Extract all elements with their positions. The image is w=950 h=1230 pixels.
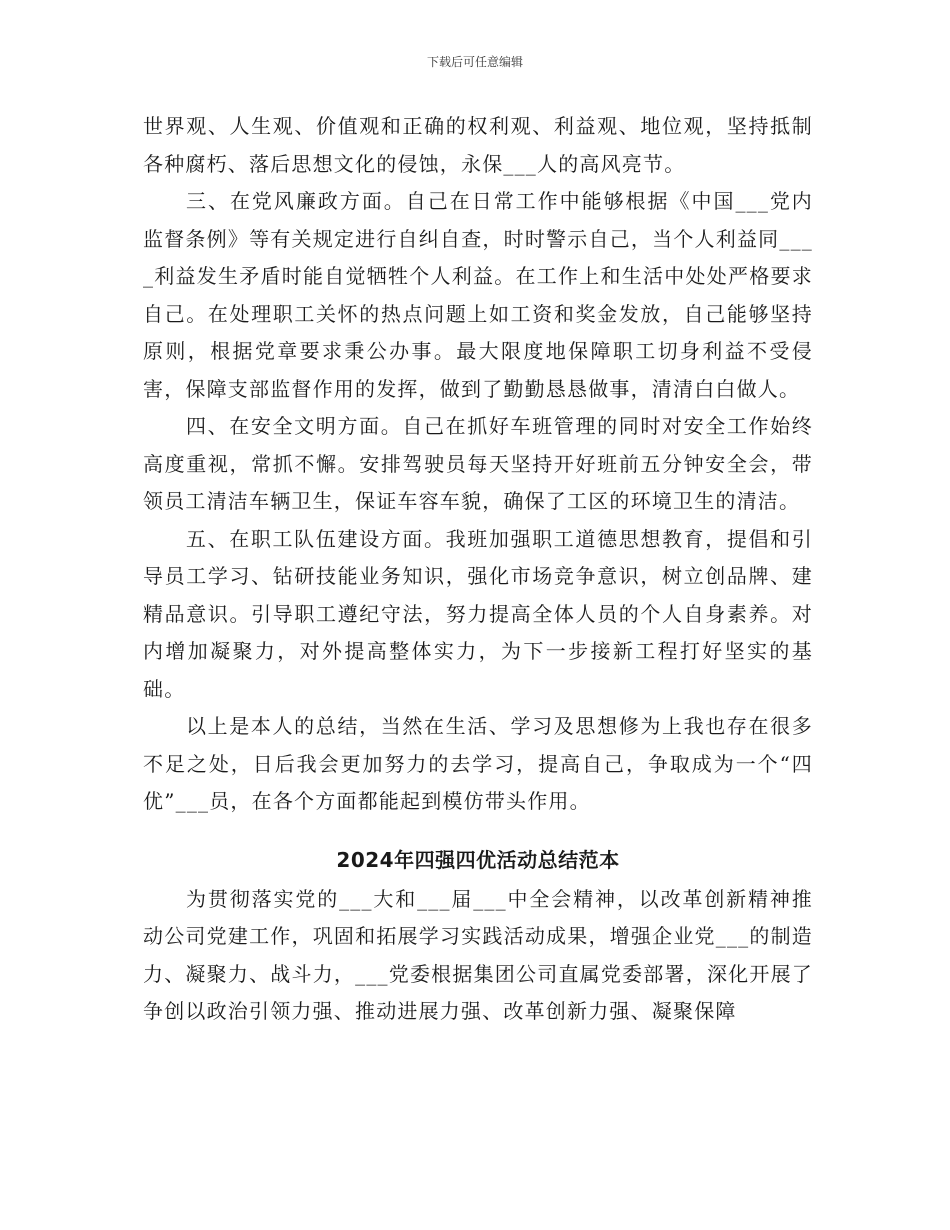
paragraph-team-building: 五、在职工队伍建设方面。我班加强职工道德思想教育，提倡和引导员工学习、钻研技能业务知识，强化市场竞争意识，树立创品牌、建精品意识。引导职工遵纪守法，努力提高全体人员的个人自身素养。对内增加凝聚力，对外提高整体实力，为下一步接新工程打好坚实的基础。 xyxy=(143,526,813,701)
paragraph-safety: 四、在安全文明方面。自己在抓好车班管理的同时对安全工作始终高度重视，常抓不懈。安排驾驶员每天坚持开好班前五分钟安全会，带领员工清洁车辆卫生，保证车容车貌，确保了工区的环境卫生的清洁。 xyxy=(143,414,813,513)
section-title: 2024年四强四优活动总结范本 xyxy=(336,847,620,872)
document-body xyxy=(143,108,813,1031)
paragraph-party-conduct: 三、在党风廉政方面。自己在日常工作中能够根据《中国___党内监督条例》等有关规定进行自纠自查，时时警示自己，当个人利益同____利益发生矛盾时能自觉牺牲个人利益。在工作上和生活中处处严格要求自己。在处理职工关怀的热点问题上如工资和奖金发放，自己能够坚持原则，根据党章要求秉公办事。最大限度地保障职工切身利益不受侵害，保障支部监督作用的发挥，做到了勤勤恳恳做事，清清白白做人。 xyxy=(143,189,813,401)
paragraph-continuation: 世界观、人生观、价值观和正确的权利观、利益观、地位观，坚持抵制各种腐朽、落后思想文化的侵蚀，永保___人的高风亮节。 xyxy=(143,114,813,176)
page-header-note: 下载后可任意编辑 xyxy=(426,55,523,69)
paragraph-conclusion: 以上是本人的总结，当然在生活、学习及思想修为上我也存在很多不足之处，日后我会更加努力的去学习，提高自己，争取成为一个“四优”___员，在各个方面都能起到模仿带头作用。 xyxy=(143,714,813,813)
paragraph-intro: 为贯彻落实党的___大和___届___中全会精神，以改革创新精神推动公司党建工作，巩固和拓展学习实践活动成果，增强企业党___的制造力、凝聚力、战斗力，___党委根据集团公司直属党委部署，深化开展了争创以政治引领力强、推动进展力强、改革创新力强、凝聚保障 xyxy=(143,886,813,1023)
